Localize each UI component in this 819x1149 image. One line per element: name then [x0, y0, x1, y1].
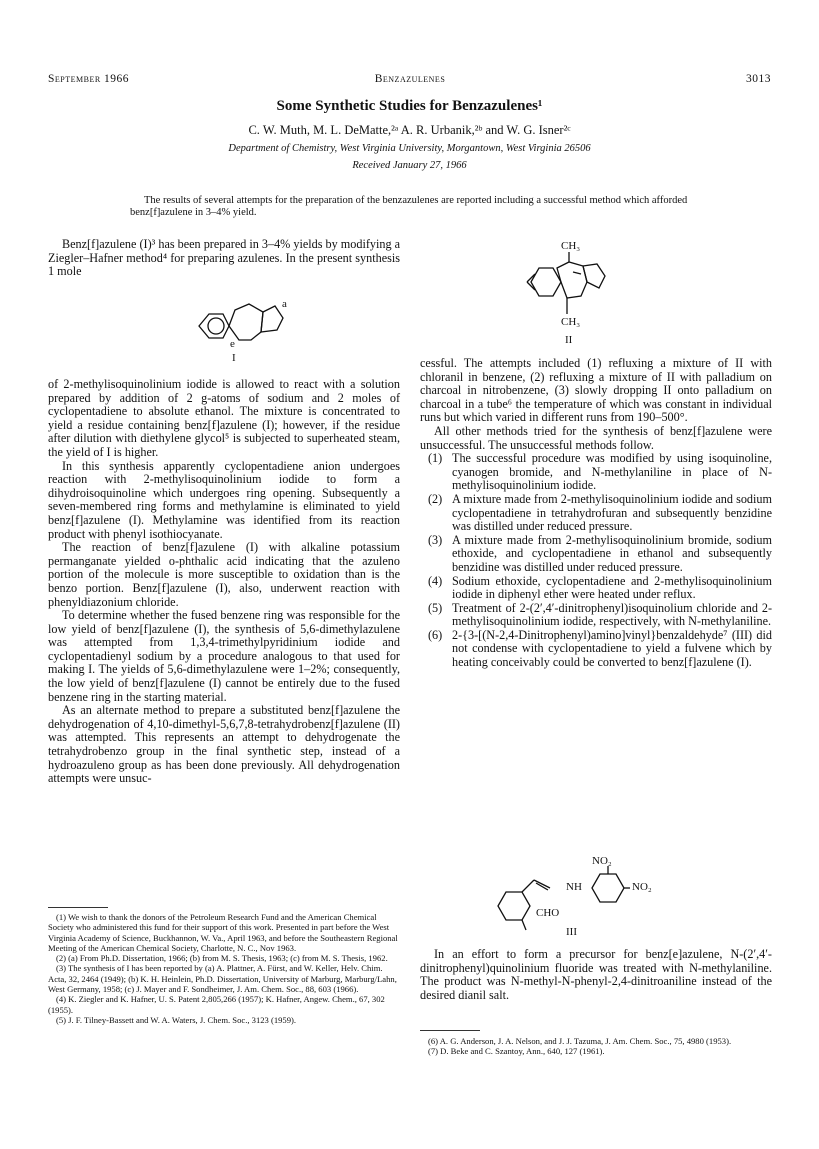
footnotes-right [420, 1036, 772, 1057]
ch3-bottom-label: CH₃ [561, 316, 581, 328]
footnote: (7) D. Beke and C. Szantoy, Ann., 640, 127 (1961). [428, 1046, 605, 1057]
affiliation: Department of Chemistry, West Virginia University, Morgantown, West Virginia 26506 [228, 143, 591, 154]
received-date: Received January 27, 1966 [352, 160, 467, 171]
footnote: (2) (a) From Ph.D. Dissertation, 1966; (b) from M. S. Thesis, 1963; (c) from M. S. Thesis, 1962. [56, 953, 388, 964]
running-header-title: Benzazulenes [374, 73, 446, 85]
left-column-intro [48, 238, 400, 279]
paragraph: The reaction of benz[f]azulene (I) with alkaline potassium permanganate yielded o-phthalic acid indicating that the azuleno portion of the molecule is more susceptible to oxidation than is the benzo portion. Benz[f]azulene (I), also, underwent reaction with phenyldiazonium chloride. [48, 540, 400, 609]
paragraph: of 2-methylisoquinolinium iodide is allowed to react with a solution prepared by addition of 2 g-atoms of sodium and 2 moles of cyclopentadiene to absolute ethanol. The mixture is concentrated to yield a residue containing benz[f]azulene (I); however, if the residue after dilution with diethylene glycol⁵ is subjected to superheated steam, the yield of I is higher. [48, 377, 400, 459]
list-item: (3) A mixture made from 2-methylisoquinolinium bromide, sodium ethoxide, and cyclopentadiene in ethanol and subsequently benzidine was distilled under reduced pressure. [428, 532, 772, 574]
list-item: (6) 2-{3-[(N-2,4-Dinitrophenyl)amino]vinyl}benzaldehyde⁷ (III) did not condense with cyclopentadiene to yield a fulvene which by heating conceivably could be converted to benz[f]azulene (I). [428, 627, 772, 670]
tetrahydrobenzo-ring [531, 268, 561, 296]
list-item: (2) A mixture made from 2-methylisoquinolinium iodide and sodium cyclopentadiene in tetrahydrofuran and subsequently benzidine was distilled under reduced pressure. [428, 491, 772, 534]
structure-III [488, 866, 668, 936]
authors: C. W. Muth, M. L. DeMatte,²ᵃ A. R. Urbanik,²ᵇ and W. G. Isner²ᶜ [248, 123, 571, 137]
paragraph: In an effort to form a precursor for benz[e]azulene, N-(2′,4′-dinitrophenyl)quinolinium fluoride was treated with N-methylaniline. The product was N-methyl-N-phenyl-2,4-dinitroaniline instead of the desired dianil salt. [420, 947, 772, 1002]
footnote: (4) K. Ziegler and K. Hafner, U. S. Patent 2,805,266 (1957); K. Hafner, Angew. Chem., 67, 302 (1955). [48, 994, 385, 1015]
footnote: (5) J. F. Tilney-Bassett and W. A. Waters, J. Chem. Soc., 3123 (1959). [56, 1014, 297, 1025]
caption-I: I [232, 352, 236, 364]
nh-label: NH [566, 881, 582, 893]
structure-I [185, 290, 295, 370]
paragraph: cessful. The attempts included (1) refluxing a mixture of II with chloranil in benzene, (2) refluxing a mixture of II with palladium on charcoal in nitrobenzene, (3) slowly dropping II onto palladium on charcoal in a tube⁶ the temperature of which was constant in individual runs but which varied in different runs from 190–500°. [420, 356, 772, 425]
ch3-top-label: CH₃ [561, 240, 581, 252]
caption-II: II [565, 334, 573, 346]
seven-ring [557, 262, 587, 298]
seven-membered-ring [229, 304, 263, 340]
no2-right-label: NO₂ [632, 881, 652, 893]
right-column-body [420, 357, 772, 670]
cho-label: CHO [536, 907, 560, 919]
abstract: The results of several attempts for the preparation of the benzazulenes are reported including a successful method which afforded benz[f]azulene in 3–4% yield. [130, 195, 688, 218]
footnote-divider [48, 907, 108, 908]
footnote: (1) We wish to thank the donors of the Petroleum Research Fund and the American Chemical Society who administered this fund for their support of this work. Presented in part before the West Virginia Academy of Science, Buckhannon, W. Va., April 1963, and before the Southeastern Regional Meeting of the American Chemical Society, Charlotte, N. C., Nov 1963. [48, 912, 398, 953]
structure-II [525, 252, 635, 322]
paper-title: Some Synthetic Studies for Benzazulenes¹ [276, 98, 543, 114]
caption-III: III [566, 926, 577, 938]
running-header-date: September 1966 [48, 73, 130, 85]
footnote-divider [420, 1030, 480, 1031]
footnote: (6) A. G. Anderson, J. A. Nelson, and J. J. Tazuma, J. Am. Chem. Soc., 75, 4980 (1953). [428, 1036, 732, 1046]
paragraph: To determine whether the fused benzene ring was responsible for the low yield of benz[f]azulene (I), the synthesis of 5,6-dimethylazulene was attempted from 1,3,4-trimethylpyridinium iodide and cyclopentadienyl sodium by a procedure analogous to that used for making I. The yields of 5,6-dimethylazulene were 1–2%; consequently, the low yield of benz[f]azulene (I) cannot be entirely due to the fused benzene ring in the starting material. [48, 608, 400, 704]
paragraph: Benz[f]azulene (I)³ has been prepared in 3–4% yields by modifying a Ziegler–Hafner method⁴ for preparing azulenes. In the present synthesis 1 mole [48, 237, 401, 279]
benzaldehyde-ring [498, 892, 530, 920]
footnotes-left [48, 912, 400, 1025]
list-item: (1) The successful procedure was modified by using isoquinoline, cyanogen bromide, and N-methylaniline in place of N-methylisoquinolinium iodide. [428, 451, 772, 493]
methods-list [420, 452, 772, 670]
dinitrophenyl-ring [592, 874, 624, 902]
paragraph: In this synthesis apparently cyclopentadiene anion undergoes reaction with 2-methylisoquinolinium iodide to form a dihydroisoquinoline which undergoes ring opening. Subsequently a seven-membered ring forms and methylamine is eliminated to yield benz[f]azulene (I). Methylamine was identified from its reaction product with phenyl isothiocyanate. [48, 458, 400, 541]
paragraph: All other methods tried for the synthesis of benz[f]azulene were unsuccessful. The unsuccessful methods follow. [420, 423, 772, 452]
label-e: e [230, 338, 235, 350]
list-item: (4) Sodium ethoxide, cyclopentadiene and 2-methylisoquinolinium iodide in diphenyl ether were heated under reflux. [428, 573, 772, 602]
five-membered-ring [261, 306, 283, 332]
right-column-closing [420, 948, 772, 1002]
list-item: (5) Treatment of 2-(2′,4′-dinitrophenyl)isoquinolium chloride and 2-methylisoquinolinium iodide, respectively, with N-methylaniline. [428, 600, 772, 629]
footnote: (3) The synthesis of I has been reported by (a) A. Plattner, A. Fürst, and W. Keller, Helv. Chim. Acta, 32, 2464 (1949); (b) K. H. Heinlein, Ph.D. Dissertation, University of Marburg, Marburg/Lahn, West Germany, 1958; (c) J. Mayer and F. Sondheimer, J. Am. Chem. Soc., 88, 603 (1966). [48, 963, 397, 995]
paragraph: As an alternate method to prepare a substituted benz[f]azulene the dehydrogenation of 4,10-dimethyl-5,6,7,8-tetrahydrobenz[f]azulene (II) was attempted. This represents an attempt to dehydrogenate the tetrahydrobenzo group in the final synthetic step, instead of a hydroazuleno group as has been done previously. All dehydrogenation attempts were unsuc- [48, 703, 400, 786]
page-number: 3013 [746, 73, 771, 85]
no2-top-label: NO₂ [592, 855, 612, 867]
aromatic-circle [208, 318, 224, 334]
left-column-body [48, 378, 400, 786]
label-a: a [282, 298, 287, 310]
